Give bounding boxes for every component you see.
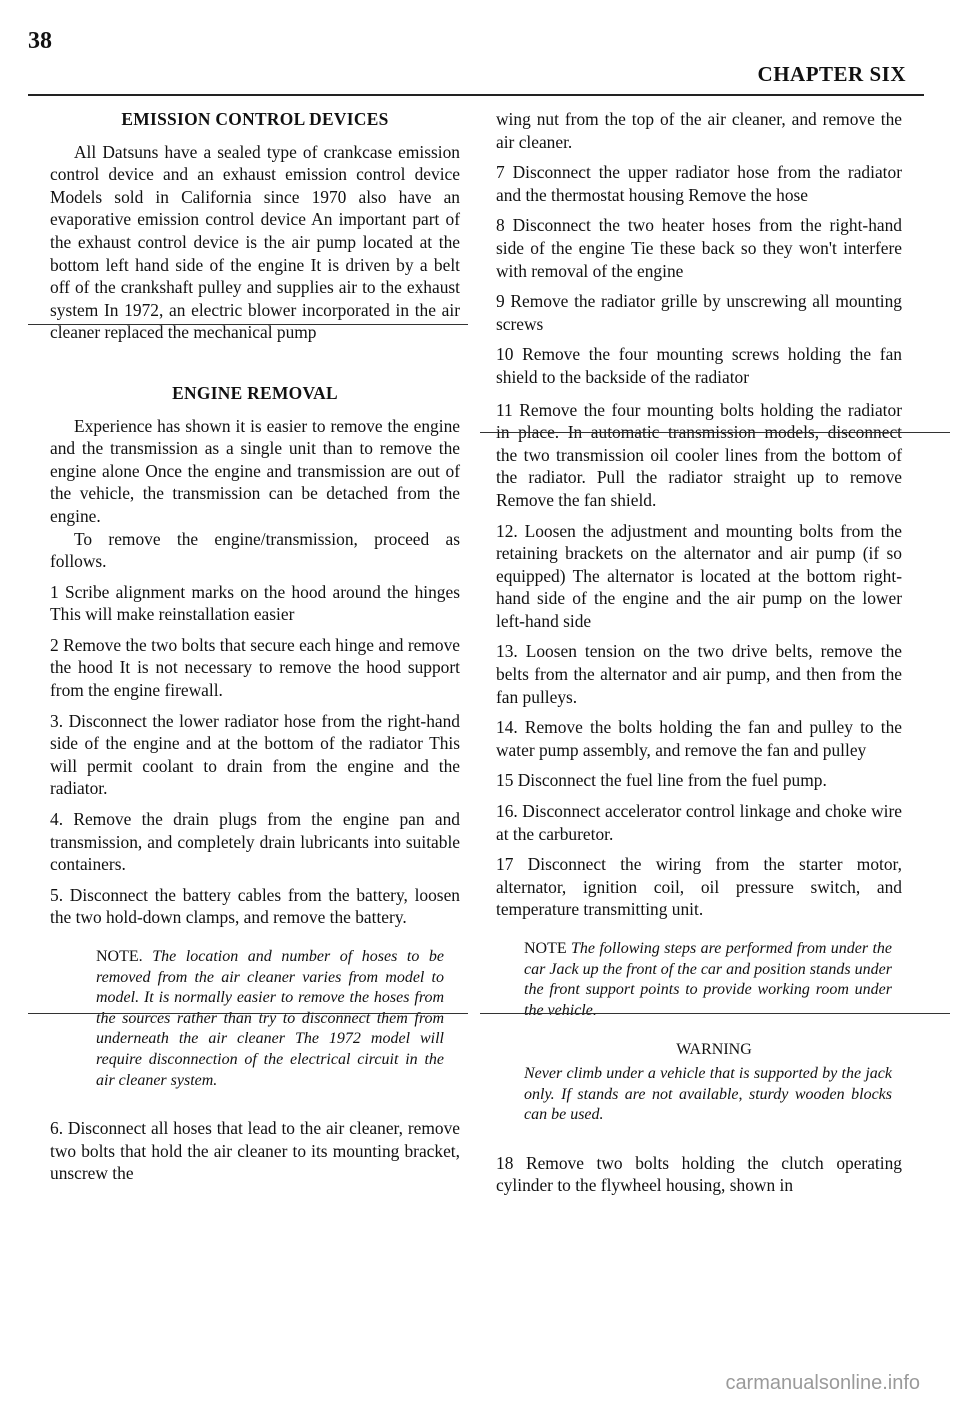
watermark: carmanualsonline.info	[725, 1372, 920, 1394]
step-2: 2 Remove the two bolts that secure each hinge and remove the hood It is not necessary to remove the hood support from the engine firewall.	[50, 634, 460, 701]
warning-heading: WARNING	[676, 1041, 752, 1059]
note-air-cleaner	[96, 947, 444, 1091]
warning-body: Never climb under a vehicle that is supported by the jack only. If stands are not available, sturdy wooden blocks can be used.	[524, 1064, 892, 1124]
left-note-rule	[28, 1013, 468, 1014]
step-6: 6. Disconnect all hoses that lead to the air cleaner, remove two bolts that hold the air cleaner to its mounting bracket, unscrew the	[50, 1118, 460, 1184]
step-11: 11 Remove the four mounting bolts holding the radiator in place. In automatic transmission models, disconnect the two transmission oil cooler lines from the bottom of the radiator. Pull the radiator straight up to remove Remove the fan shield.	[496, 399, 902, 510]
step-13: 13. Loosen tension on the two drive belts, remove the belts from the alternator and air pump, and then from the fan pulleys.	[496, 641, 902, 707]
step-6-continued: wing nut from the top of the air cleaner, and remove the air cleaner.	[496, 109, 902, 152]
note-label: NOTE.	[96, 948, 143, 965]
note-label-right: NOTE	[524, 940, 567, 957]
step-12: 12. Loosen the adjustment and mounting bolts from the retaining brackets on the alternator and air pump (if so equipped) The alternator is located at the bottom right-hand side of the engine and the air pump on the lower left-hand side	[496, 520, 902, 631]
right-column	[496, 108, 902, 1197]
step-3: 3. Disconnect the lower radiator hose from the right-hand side of the engine and at the bottom of the radiator This will permit coolant to drain from the engine and the radiator.	[50, 710, 460, 799]
removal-proceed: To remove the engine/transmission, proceed as follows.	[50, 528, 460, 572]
left-column	[50, 108, 460, 1185]
engine-removal-heading: ENGINE REMOVAL	[172, 382, 338, 403]
warning-text	[524, 1064, 892, 1126]
right-section-rule	[480, 432, 950, 433]
emission-paragraph: All Datsuns have a sealed type of crankcase emission control device and an exhaust emission control device Models sold in California since 1970 also have an evaporative emission control device An important part of the exhaust control device is the air pump located at the bottom left hand side of the engine It is driven by a belt off of the crankshaft pulley and supplies air to the exhaust system In 1972, an electric blower incorporated in the air cleaner replaced the mechanical pump	[50, 141, 460, 343]
removal-intro: Experience has shown it is easier to remove the engine and the transmission as a single unit than to remove the engine alone Once the engine and transmission are out of the vehicle, the transmission can be detached from the engine.	[50, 415, 460, 526]
step-15: 15 Disconnect the fuel line from the fuel pump.	[496, 770, 827, 791]
step-8: 8 Disconnect the two heater hoses from the right-hand side of the engine Tie these back so they won't interfere with removal of the engine	[496, 215, 902, 281]
step-18: 18 Remove two bolts holding the clutch operating cylinder to the flywheel housing, shown in	[496, 1152, 902, 1196]
header-rule	[28, 94, 924, 96]
step-5: 5. Disconnect the battery cables from the battery, loosen the two hold-down clamps, and remove the battery.	[50, 884, 460, 928]
step-14: 14. Remove the bolts holding the fan and pulley to the water pump assembly, and remove the fan and pulley	[496, 717, 902, 760]
step-9: 9 Remove the radiator grille by unscrewing all mounting screws	[496, 291, 902, 334]
chapter-title: CHAPTER SIX	[757, 62, 906, 86]
note-text: The location and number of hoses to be removed from the air cleaner varies from model to model. It is normally easier to remove the hoses from the sources rather than try to disconnect them from underneath the air cleaner The 1972 model will require disconnection of the electrical circuit in the air cleaner system.	[96, 948, 444, 1089]
step-16: 16. Disconnect accelerator control linkage and choke wire at the carburetor.	[496, 801, 902, 844]
page-number: 38	[28, 28, 52, 54]
step-4: 4. Remove the drain plugs from the engine pan and transmission, and completely drain lubricants into suitable containers.	[50, 809, 460, 875]
step-10: 10 Remove the four mounting screws holding the fan shield to the backside of the radiator	[496, 344, 902, 387]
step-7: 7 Disconnect the upper radiator hose from the radiator and the thermostat housing Remove the hose	[496, 162, 902, 205]
emission-heading: EMISSION CONTROL DEVICES	[121, 109, 389, 129]
note-text-right: The following steps are performed from under the car Jack up the front of the car and position stands under the front support points to provide working room under the vehicle.	[524, 940, 892, 1019]
step-1: 1 Scribe alignment marks on the hood around the hinges This will make reinstallation easier	[50, 581, 460, 625]
step-17: 17 Disconnect the wiring from the starter motor, alternator, ignition coil, oil pressure switch, and temperature transmitting unit.	[496, 854, 902, 920]
right-warning-rule	[480, 1013, 950, 1014]
note-jack-up	[524, 939, 892, 1021]
left-section-rule	[28, 324, 468, 325]
